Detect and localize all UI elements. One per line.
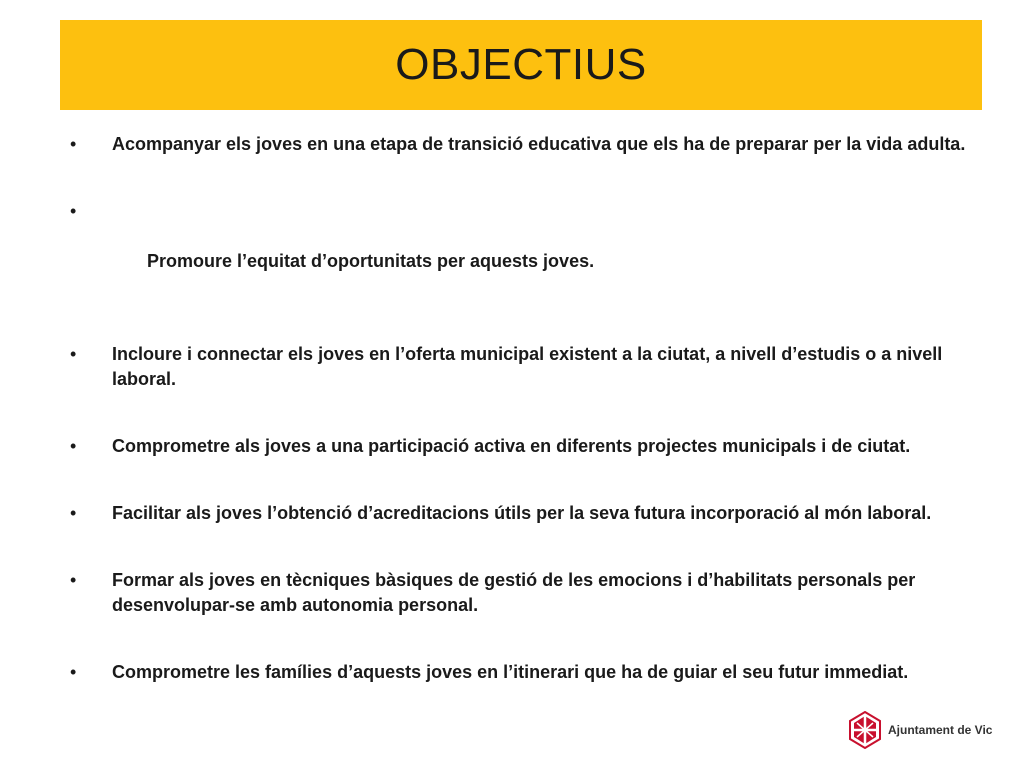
bullet-dot: • xyxy=(70,134,77,154)
bullet-dot: • xyxy=(70,201,77,221)
list-item xyxy=(70,568,970,618)
list-item xyxy=(70,434,970,459)
bullet-dot: • xyxy=(70,503,77,523)
logo-text: Ajuntament de Vic xyxy=(888,723,993,737)
list-item xyxy=(70,342,970,392)
bullet-dot: • xyxy=(70,344,77,364)
list-item xyxy=(70,199,970,299)
bullet-dot: • xyxy=(70,662,77,682)
bullet-text: Acompanyar els joves en una etapa de transició educativa que els ha de preparar per la vida adulta. xyxy=(112,134,966,154)
list-item xyxy=(70,501,970,526)
list-item xyxy=(70,660,970,685)
bullet-text: Incloure i connectar els joves en l’oferta municipal existent a la ciutat, a nivell d’estudis o a nivell laboral. xyxy=(112,344,943,389)
list-item xyxy=(70,132,970,157)
bullet-text: Comprometre als joves a una participació activa en diferents projectes municipals i de ciutat. xyxy=(112,436,911,456)
bullet-text: Formar als joves en tècniques bàsiques de gestió de les emocions i d’habilitats personals per desenvolupar-se amb autonomia personal. xyxy=(112,570,916,615)
bullet-text: Promoure l’equitat d’oportunitats per aquests joves. xyxy=(142,251,595,271)
vic-coat-of-arms-icon xyxy=(848,711,882,749)
bullet-text: Comprometre les famílies d’aquests joves en l’itinerari que ha de guiar el seu futur immediat. xyxy=(112,662,909,682)
bullet-list xyxy=(70,132,970,727)
title-bar xyxy=(60,20,982,110)
bullet-dot: • xyxy=(70,570,77,590)
page-title: OBJECTIUS xyxy=(395,40,647,89)
ajuntament-logo xyxy=(848,711,992,749)
bullet-text: Facilitar als joves l’obtenció d’acreditacions útils per la seva futura incorporació al món laboral. xyxy=(112,503,932,523)
bullet-dot: • xyxy=(70,436,77,456)
